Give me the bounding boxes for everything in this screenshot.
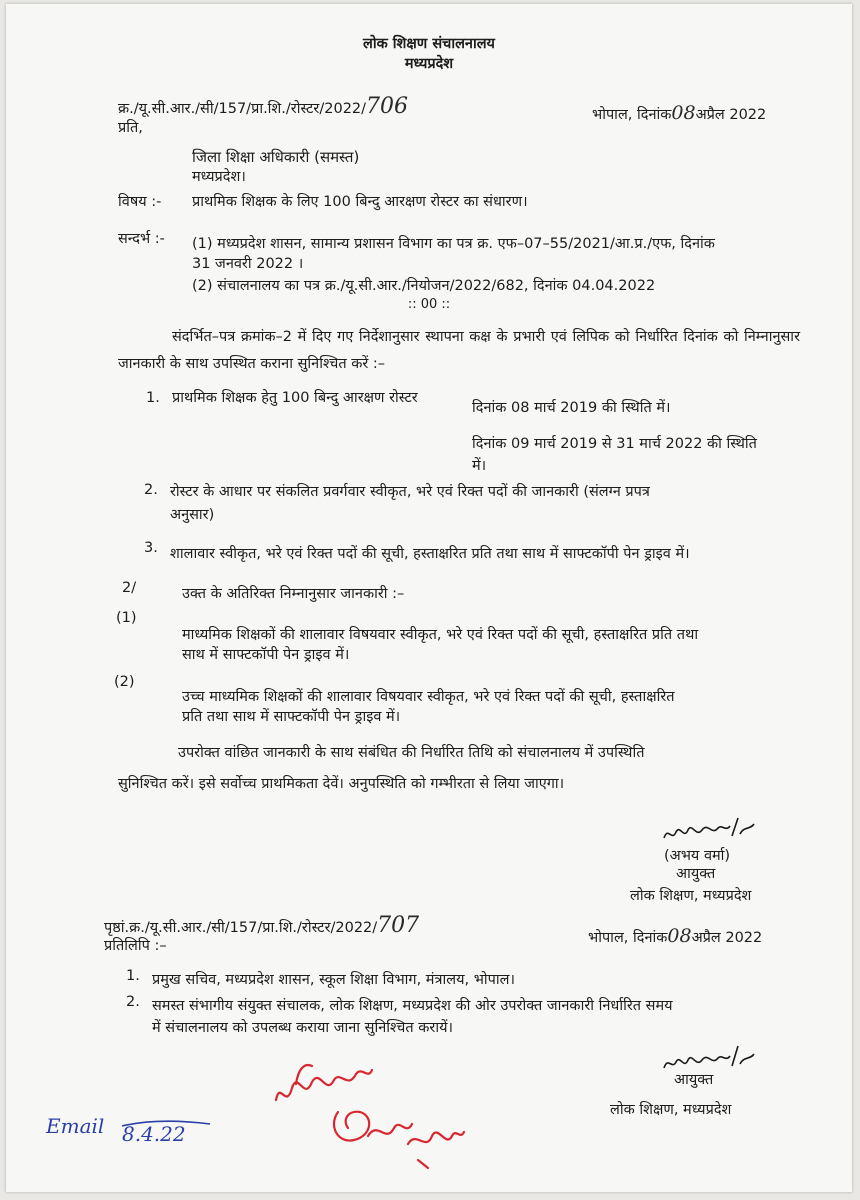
date-prefix: भोपाल, दिनांक [592,107,672,123]
signer-title: आयुक्त [676,866,716,882]
section-2-number: 2/ [122,580,137,596]
letter-page [6,4,852,1192]
office-state: मध्यप्रदेश [404,56,454,72]
endorsement-date-handwritten: 08 [667,925,692,947]
subject-label: विषय :- [118,194,162,210]
signer-office: लोक शिक्षण, मध्यप्रदेश [630,888,752,904]
copy-label: प्रतिलिपि :– [104,938,167,954]
copy-1-number: 1. [126,968,140,984]
ref-number-printed: क्र./यू.सी.आर./सी/157/प्रा.शि./रोस्टर/2022/ [118,101,367,117]
sub-1-line-2: साथ में साफ्टकॉपी पेन ड्राइव में। [182,647,350,663]
subject-text: प्राथमिक शिक्षक के लिए 100 बिन्दु आरक्षण रोस्टर का संधारण। [192,194,528,210]
endorsement-signer-title: आयुक्त [674,1072,714,1088]
endorsement-date [588,926,762,948]
office-title: लोक शिक्षण संचालनालय [363,36,495,52]
sub-2-number: (2) [114,674,135,690]
item-3-text: शालावार स्वीकृत, भरे एवं रिक्त पदों की सूची, हस्ताक्षरित प्रति तथा साथ में साफ्टकॉपी पेन ड्राइव में। [170,546,690,562]
endorsement-ref-handwritten: 707 [377,913,420,938]
signer-name: (अभय वर्मा) [664,848,731,864]
item-1-text: प्राथमिक शिक्षक हेतु 100 बिन्दु आरक्षण रोस्टर [172,390,418,406]
sub-2-line-1: उच्च माध्यमिक शिक्षकों की शालावार विषयवार स्वीकृत, भरे एवं रिक्त पदों की सूची, हस्ताक्षरित [182,689,675,705]
recipient-line-1: जिला शिक्षा अधिकारी (समस्त) [192,148,360,166]
to-label: प्रति, [118,120,143,136]
copy-2-line-1: समस्त संभागीय संयुक्त संचालक, लोक शिक्षण, मध्यप्रदेश की ओर उपरोक्त जानकारी निर्धारित समय [152,998,673,1014]
reference-2: (2) संचालनालय का पत्र क्र./यू.सी.आर./नियोजन/2022/682, दिनांक 04.04.2022 [192,278,656,294]
reference-1-line-2: 31 जनवरी 2022 । [192,256,304,272]
sub-2-line-2: प्रति तथा साथ में साफ्टकॉपी पेन ड्राइव में। [182,709,401,725]
item-1-date-1: दिनांक 08 मार्च 2019 की स्थिति में। [472,400,671,416]
item-1-date-2-line-2: में। [472,458,487,474]
email-date: 8.4.22 [122,1122,186,1146]
letter-date [592,103,766,125]
item-2-number: 2. [144,482,158,498]
closing-line-1: उपरोक्त वांछित जानकारी के साथ संबंधित की निर्धारित तिथि को संचालनालय में उपस्थिति [178,745,645,761]
closing-line-2: सुनिश्चित करें। इसे सर्वोच्च प्राथमिकता देवें। अनुपस्थिति को गम्भीरता से लिया जाएगा। [118,776,565,792]
endorsement-ref-number [104,913,420,938]
separator: :: 00 :: [407,297,451,312]
item-2-line-2: अनुसार) [170,507,215,523]
item-1-date-2-line-1: दिनांक 09 मार्च 2019 से 31 मार्च 2022 की स्थिति [472,436,757,452]
endorsement-date-prefix: भोपाल, दिनांक [588,930,668,946]
endorsement-signer-office: लोक शिक्षण, मध्यप्रदेश [610,1102,732,1118]
sub-1-number: (1) [116,610,137,626]
body-paragraph: संदर्भित–पत्र क्रमांक–2 में दिए गए निर्देशानुसार स्थापना कक्ष के प्रभारी एवं लिपिक को निर्धारित दिनांक को निम्नानुसार जानकारी के साथ उपस्थित कराना सुनिश्चित करें :– [118,329,800,372]
endorsement-ref-printed: पृष्ठां.क्र./यू.सी.आर./सी/157/प्रा.शि./रोस्टर/2022/ [104,920,378,936]
reference-label: सन्दर्भ :- [118,231,165,247]
email-note: Email [46,1114,105,1138]
red-ink-annotation [268,1040,478,1180]
copy-1-text: प्रमुख सचिव, मध्यप्रदेश शासन, स्कूल शिक्षा विभाग, मंत्रालय, भोपाल। [152,972,515,988]
recipient-line-2: मध्यप्रदेश। [192,169,246,185]
item-2-line-1: रोस्टर के आधार पर संकलित प्रवर्गवार स्वीकृत, भरे एवं रिक्त पदों की जानकारी (संलग्न प्रपत्र [170,484,650,500]
ref-number-handwritten: 706 [366,94,409,119]
section-2-text: उक्त के अतिरिक्त निम्नानुसार जानकारी :– [182,586,405,602]
copy-2-number: 2. [126,994,140,1010]
endorsement-date-suffix: अप्रैल 2022 [691,930,763,946]
email-underline [118,1116,218,1130]
item-1-number: 1. [146,390,160,406]
reference-1-line-1: (1) मध्यप्रदेश शासन, सामान्य प्रशासन विभाग का पत्र क्र. एफ–07–55/2021/आ.प्र./एफ, दिनांक [192,236,715,252]
date-suffix: अप्रैल 2022 [695,107,767,123]
sub-1-line-1: माध्यमिक शिक्षकों की शालावार विषयवार स्वीकृत, भरे एवं रिक्त पदों की सूची, हस्ताक्षरित प्रति तथा [182,627,699,643]
letter-ref-number [118,94,409,119]
date-handwritten: 08 [671,102,696,124]
item-3-number: 3. [144,540,158,556]
copy-2-line-2: में संचालनालय को उपलब्ध कराया जाना सुनिश्चित करायें। [152,1020,453,1036]
